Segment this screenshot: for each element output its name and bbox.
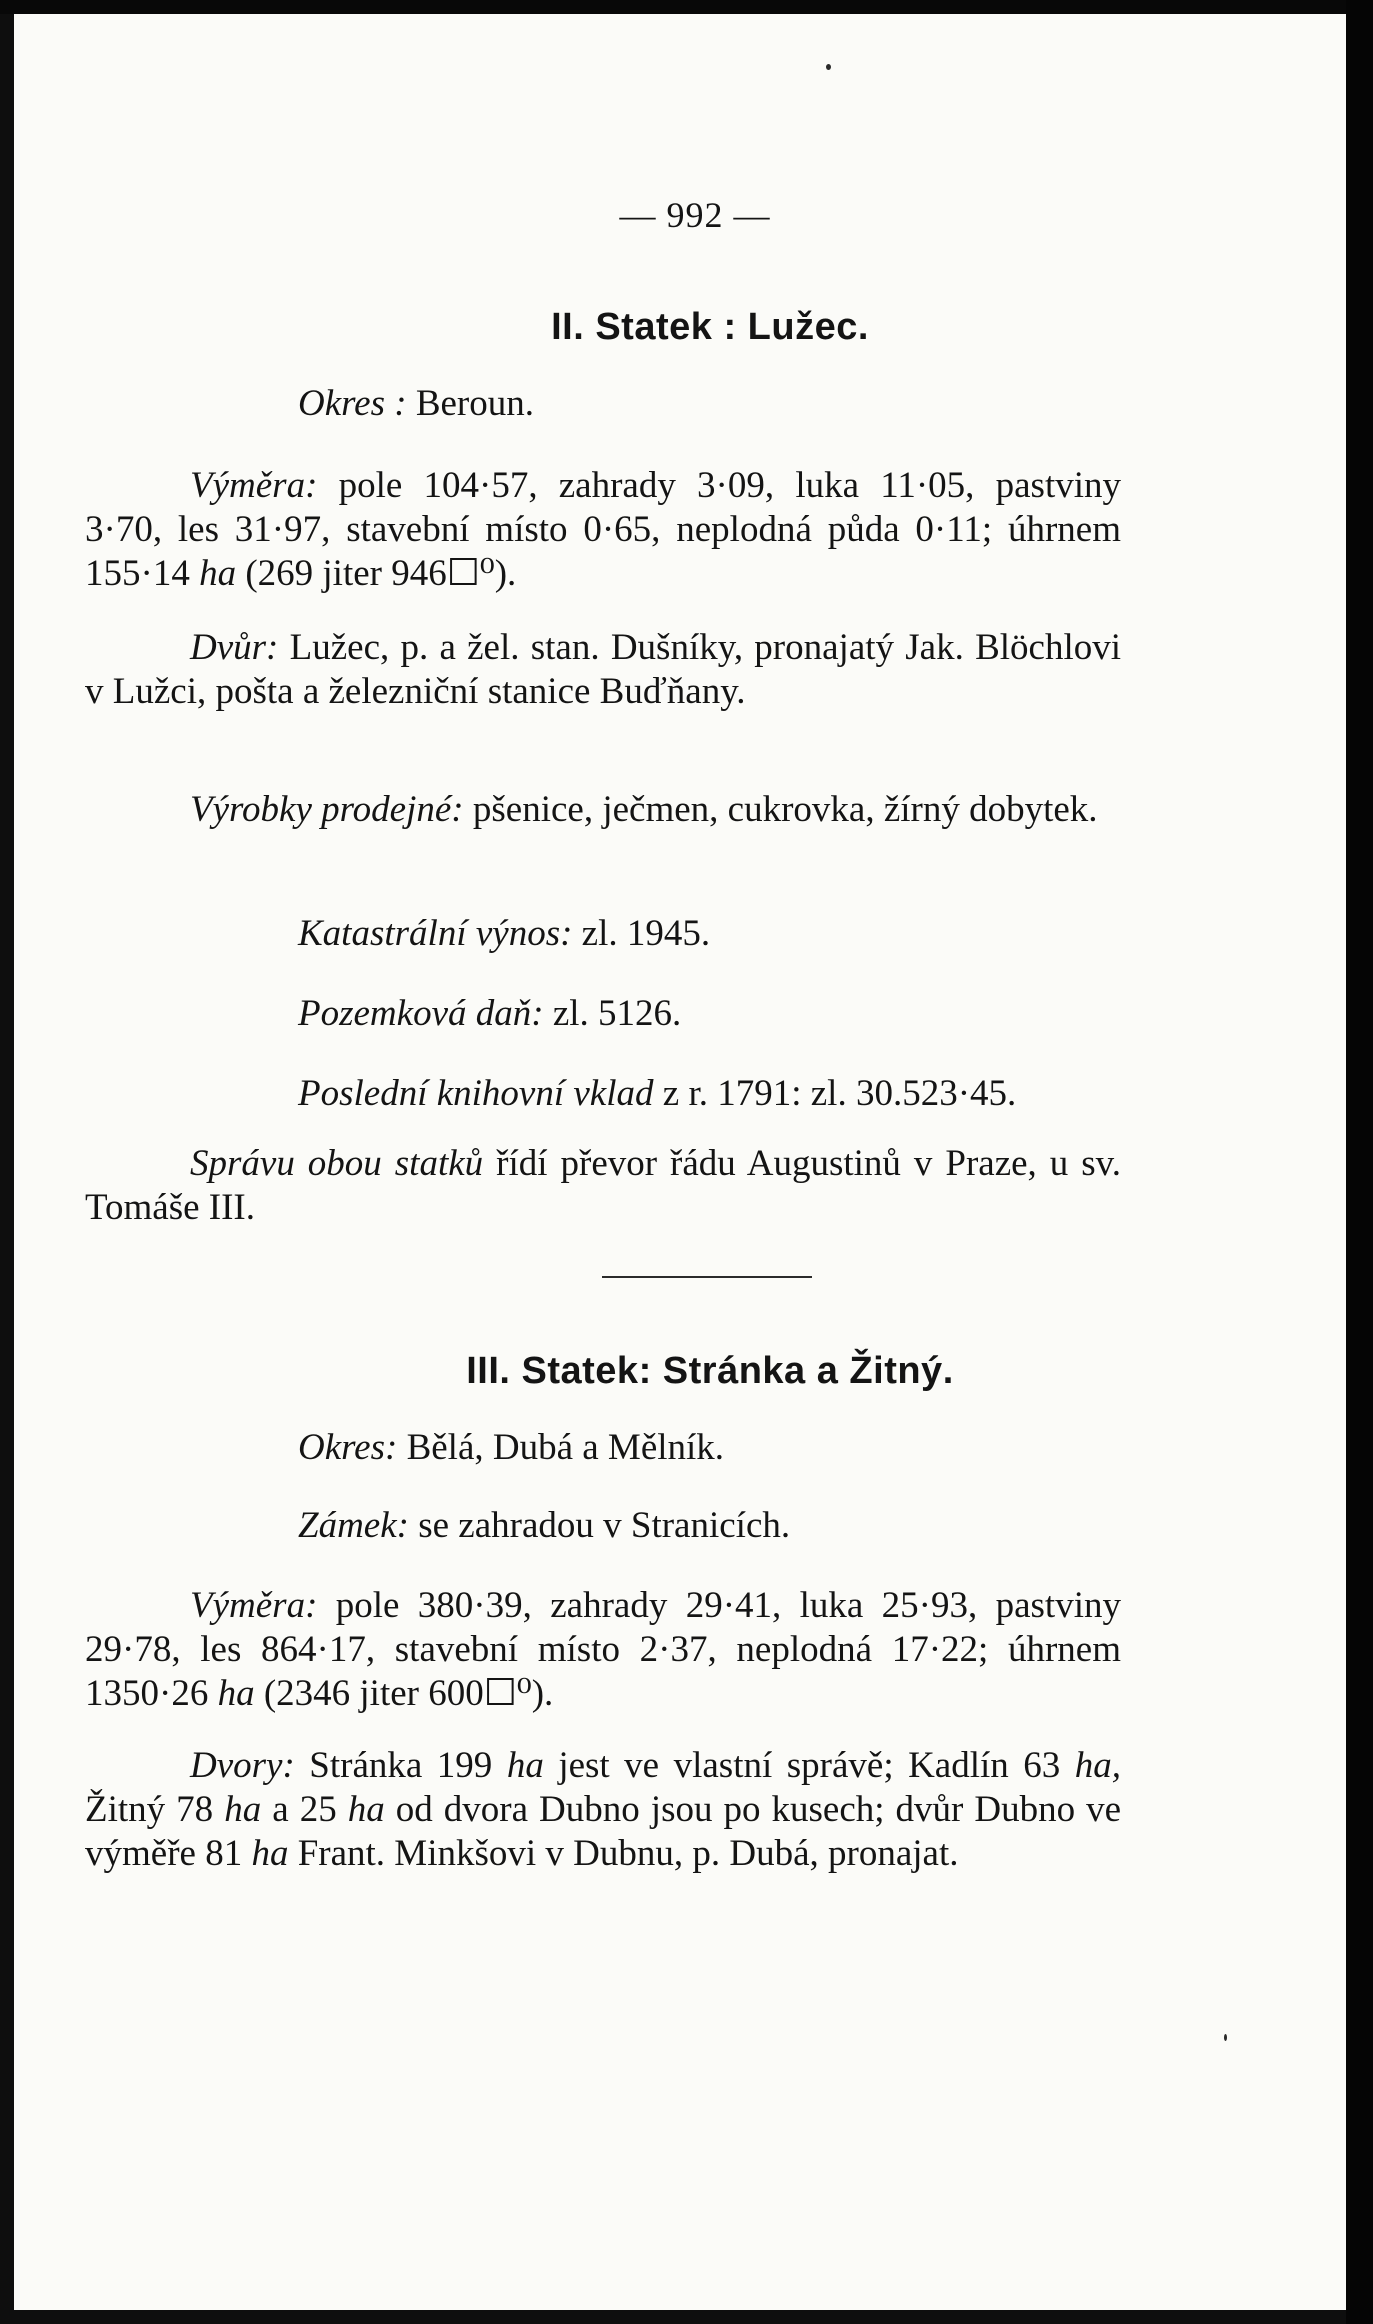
book-page — [14, 14, 1346, 2310]
estate-2-katastralni — [298, 912, 1346, 956]
dvur-label: Dvůr: — [190, 627, 279, 668]
dvory-text: jest ve vlastní správě; Kadlín 63 — [558, 1745, 1061, 1786]
okres-value: Bělá, Dubá a Mělník. — [406, 1427, 725, 1468]
vymera-text: pole 380·39, zahrady 29·41, luka 25·93, pastviny 29·78, les 864·17, stavební místo 2·37, neplodná 17·22; úhrnem 1350·26 — [85, 1585, 1121, 1714]
vymera-unit: ha — [199, 553, 237, 594]
zamek-label: Zámek: — [298, 1505, 409, 1546]
page-number: — 992 — — [619, 195, 771, 235]
vyrobky-text: pšenice, ječmen, cukrovka, žírný dobytek. — [472, 789, 1098, 830]
estate-3-zamek — [298, 1504, 1346, 1548]
dvory-unit: ha — [506, 1745, 544, 1786]
section-divider — [602, 1276, 812, 1278]
dvory-text: od dvora Dubno jsou po kusech; dvůr Dubno ve výměře 81 — [85, 1789, 1122, 1874]
estate-2-heading: II. Statek : Lužec. — [551, 306, 869, 348]
katastralni-label: Katastrální výnos: — [298, 913, 573, 954]
dvur-text: Lužec, p. a žel. stan. Dušníky, pronajatý Jak. Blöchlovi v Lužci, pošta a železniční stanice Buďňany. — [85, 627, 1122, 712]
dvory-unit: ha — [347, 1789, 385, 1830]
estate-2-posledni — [298, 1072, 1346, 1116]
estate-3-okres — [298, 1426, 1346, 1470]
estate-2-vyrobky — [85, 788, 1121, 832]
estate-2-vymera — [85, 464, 1121, 596]
katastralni-value: zl. 1945. — [581, 913, 711, 954]
estate-2-okres — [298, 382, 1346, 426]
dvory-text: Stránka 199 — [309, 1745, 493, 1786]
vymera-label: Výměra: — [190, 1585, 318, 1626]
spravu-text: řídí převor řádu Augustinů v Praze, u sv. Tomáše III. — [85, 1143, 1122, 1228]
dvory-unit: ha — [224, 1789, 262, 1830]
vymera-label: Výměra: — [190, 465, 318, 506]
vymera-text: pole 104·57, zahrady 3·09, luka 11·05, pastviny 3·70, les 31·97, stavební místo 0·65, neplodná půda 0·11; úhrnem 155·14 — [85, 465, 1122, 594]
estate-2-pozemkova — [298, 992, 1346, 1036]
dvory-unit: ha — [251, 1833, 289, 1874]
vymera-tail: (2346 jiter 600☐⁰). — [263, 1673, 554, 1714]
okres-label: Okres: — [298, 1427, 398, 1468]
dvory-text: a 25 — [272, 1789, 337, 1830]
dvory-unit: ha, — [1074, 1745, 1122, 1786]
estate-3-vymera — [85, 1584, 1121, 1716]
dvory-label: Dvory: — [190, 1745, 295, 1786]
vymera-tail: (269 jiter 946☐⁰). — [245, 553, 517, 594]
okres-value: Beroun. — [415, 383, 534, 424]
paper-speck — [826, 64, 831, 70]
vyrobky-label: Výrobky prodejné: — [190, 789, 464, 830]
pozemkova-label: Pozemková daň: — [298, 993, 544, 1034]
pozemkova-value: zl. 5126. — [552, 993, 682, 1034]
posledni-label: Poslední knihovní vklad — [298, 1073, 654, 1114]
spravu-label: Správu obou statků — [190, 1143, 484, 1184]
posledni-value: z r. 1791: zl. 30.523·45. — [662, 1073, 1017, 1114]
zamek-value: se zahradou v Stranicích. — [418, 1505, 791, 1546]
estate-2-spravu — [85, 1142, 1121, 1230]
okres-label: Okres : — [298, 383, 407, 424]
paper-speck — [1224, 2034, 1227, 2041]
dvory-text: Frant. Minkšovi v Dubnu, p. Dubá, pronajat. — [297, 1833, 959, 1874]
estate-2-dvur — [85, 626, 1121, 714]
vymera-unit: ha — [217, 1673, 255, 1714]
estate-3-dvory — [85, 1744, 1121, 1876]
estate-3-heading: III. Statek: Stránka a Žitný. — [466, 1350, 954, 1392]
dvory-text: Žitný 78 — [85, 1789, 214, 1830]
scan-border-top — [0, 0, 1373, 14]
scan-border-right — [1346, 0, 1373, 2324]
